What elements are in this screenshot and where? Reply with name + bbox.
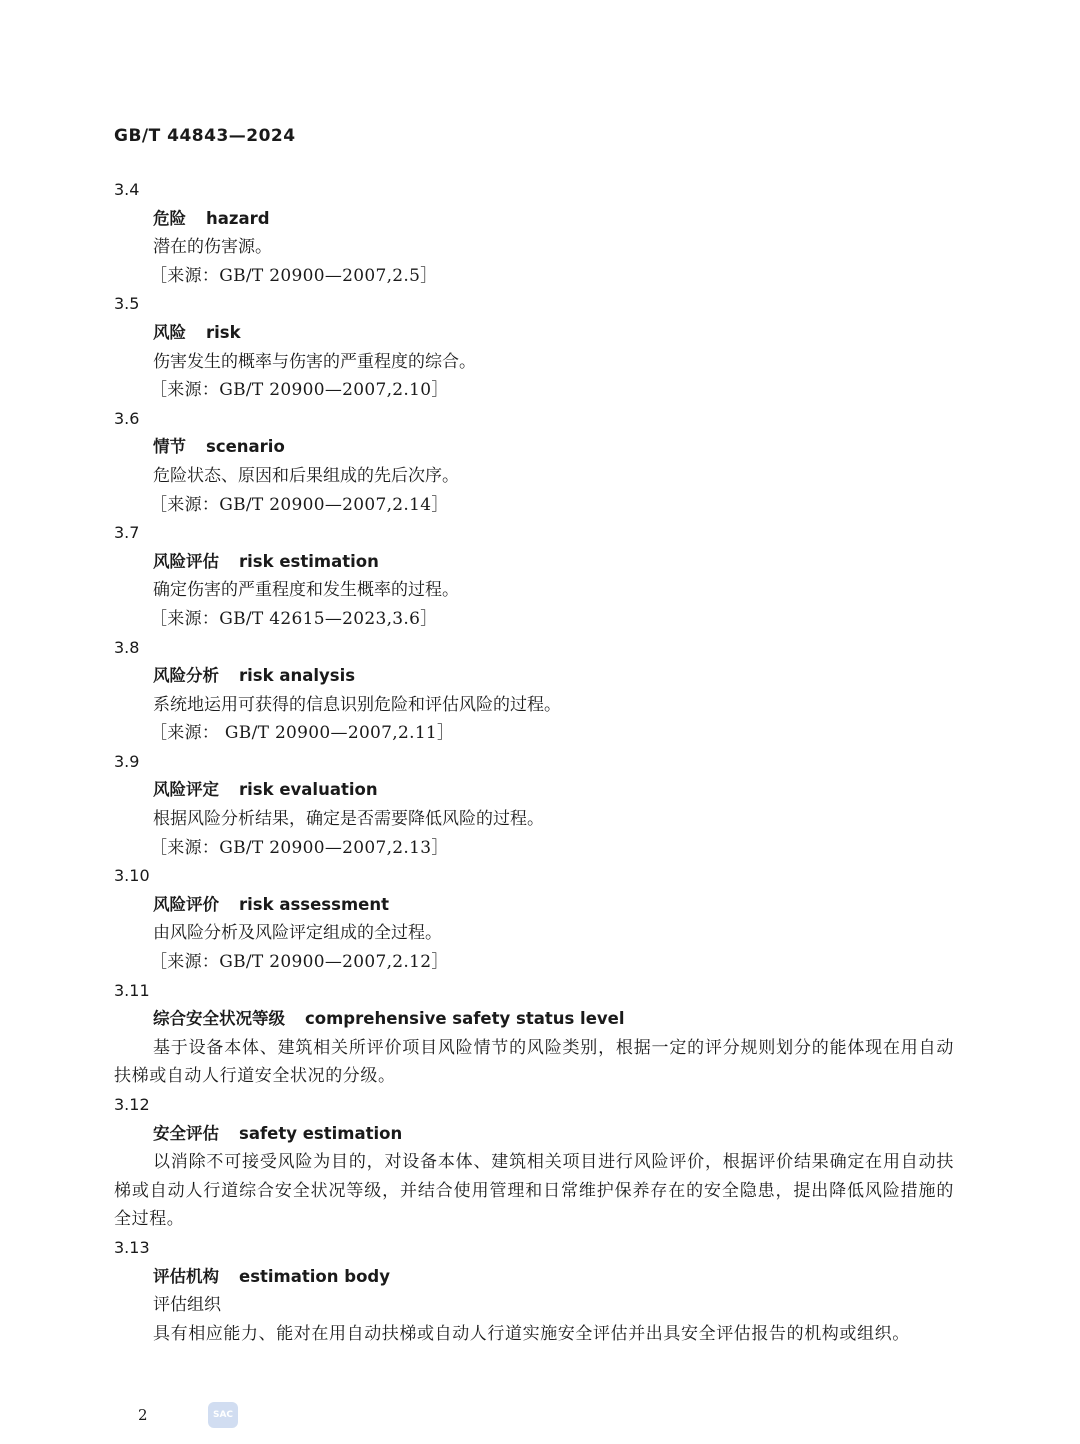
term-definition: 系统地运用可获得的信息识别危险和评估风险的过程。 bbox=[153, 694, 561, 715]
entry-number: 3.10 bbox=[114, 866, 150, 886]
entry-number: 3.4 bbox=[114, 180, 140, 199]
term-en: risk evaluation bbox=[239, 780, 378, 800]
term-cn: 评估机构 bbox=[153, 1266, 219, 1286]
term-source: ［来源：GB/T 20900—2007,2.14］ bbox=[150, 494, 449, 515]
term-cn: 风险 bbox=[153, 322, 186, 342]
term-cn: 危险 bbox=[153, 208, 186, 228]
term-cn: 风险评价 bbox=[153, 894, 219, 914]
term-definition: 确定伤害的严重程度和发生概率的过程。 bbox=[153, 580, 459, 601]
term-heading bbox=[114, 1005, 954, 1034]
terms-section bbox=[114, 176, 954, 1348]
term-definition: 伤害发生的概率与伤害的严重程度的综合。 bbox=[153, 351, 476, 372]
term-source: ［来源：GB/T 20900—2007,2.12］ bbox=[150, 952, 449, 973]
term-heading bbox=[114, 548, 954, 577]
term-heading bbox=[114, 205, 954, 234]
term-heading bbox=[114, 776, 954, 805]
term-cn: 情节 bbox=[153, 437, 186, 457]
term-heading bbox=[114, 319, 954, 348]
term-cn: 风险评估 bbox=[153, 551, 219, 571]
term-definition: 危险状态、原因和后果组成的先后次序。 bbox=[153, 465, 459, 486]
term-en: estimation body bbox=[239, 1266, 390, 1286]
term-heading bbox=[114, 433, 954, 462]
term-definition: 潜在的伤害源。 bbox=[153, 237, 272, 258]
entry-number: 3.13 bbox=[114, 1237, 150, 1257]
entry-number: 3.8 bbox=[114, 637, 140, 657]
term-cn: 综合安全状况等级 bbox=[153, 1009, 285, 1029]
term-definition: 根据风险分析结果，确定是否需要降低风险的过程。 bbox=[153, 809, 544, 830]
term-source: ［来源：GB/T 20900—2007,2.13］ bbox=[150, 837, 449, 858]
entry-number: 3.9 bbox=[114, 751, 140, 771]
entry-number: 3.7 bbox=[114, 523, 140, 543]
term-heading bbox=[114, 891, 954, 920]
term-heading bbox=[114, 662, 954, 691]
term-source: ［来源：GB/T 42615—2023,3.6］ bbox=[150, 608, 438, 629]
sac-logo: SAC bbox=[208, 1402, 238, 1428]
term-en: risk bbox=[206, 322, 241, 342]
term-cn: 安全评估 bbox=[153, 1123, 219, 1143]
term-definition: 由风险分析及风险评定组成的全过程。 bbox=[153, 923, 442, 944]
term-source: ［来源：GB/T 20900—2007,2.10］ bbox=[150, 380, 449, 401]
term-heading bbox=[114, 1120, 954, 1149]
term-cn: 风险评定 bbox=[153, 780, 219, 800]
term-synonym: 评估组织 bbox=[153, 1295, 221, 1316]
term-source: ［来源： GB/T 20900—2007,2.11］ bbox=[150, 723, 455, 744]
entry-number: 3.5 bbox=[114, 294, 140, 314]
term-definition: 基于设备本体、建筑相关所评价项目风险情节的风险类别，根据一定的评分规则划分的能体现在用自动扶梯或自动人行道安全状况的分级。 bbox=[114, 1037, 954, 1087]
term-en: scenario bbox=[206, 437, 285, 457]
term-en: risk analysis bbox=[239, 666, 356, 686]
page-number: 2 bbox=[138, 1406, 148, 1424]
term-en: safety estimation bbox=[239, 1123, 403, 1143]
term-heading bbox=[114, 1263, 954, 1292]
term-definition: 以消除不可接受风险为目的，对设备本体、建筑相关项目进行风险评价，根据评价结果确定在用自动扶梯或自动人行道综合安全状况等级，并结合使用管理和日常维护保养存在的安全隐患，提出降低风险措施的全过程。 bbox=[114, 1152, 954, 1230]
entry-number: 3.6 bbox=[114, 408, 140, 428]
entry-number: 3.12 bbox=[114, 1095, 150, 1114]
term-en: risk estimation bbox=[239, 551, 379, 571]
term-cn: 风险分析 bbox=[153, 666, 219, 686]
term-source: ［来源：GB/T 20900—2007,2.5］ bbox=[150, 265, 438, 286]
term-en: risk assessment bbox=[239, 894, 389, 914]
entry-number: 3.11 bbox=[114, 980, 150, 1000]
term-en: comprehensive safety status level bbox=[305, 1009, 625, 1029]
standard-number: GB/T 44843—2024 bbox=[114, 126, 296, 146]
term-en: hazard bbox=[206, 208, 270, 228]
term-definition: 具有相应能力、能对在用自动扶梯或自动人行道实施安全评估并出具安全评估报告的机构或组织。 bbox=[153, 1323, 910, 1344]
